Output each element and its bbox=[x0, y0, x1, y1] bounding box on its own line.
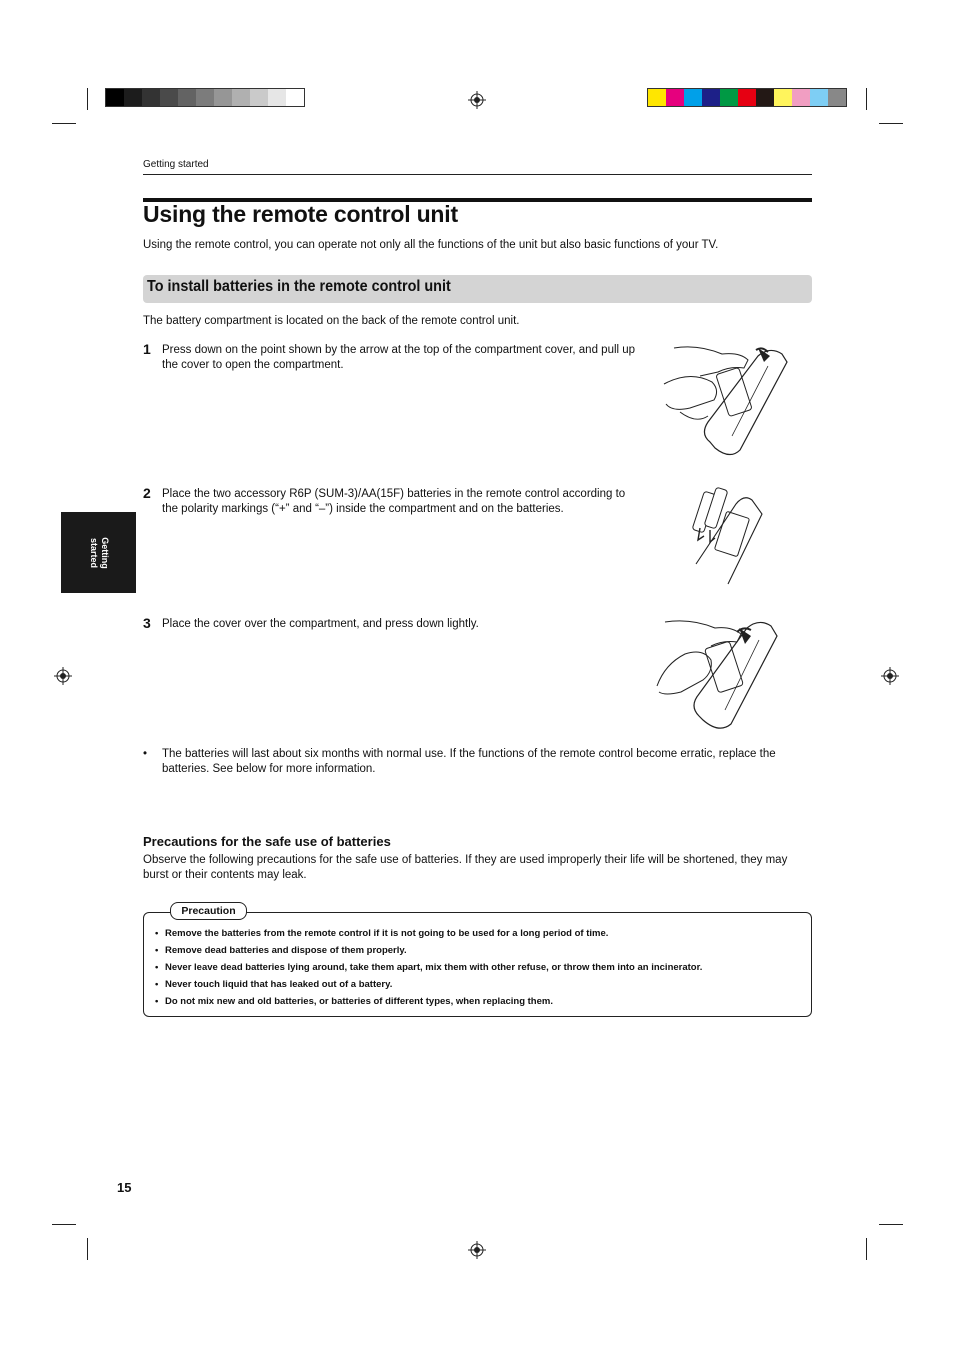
side-tab-line: started bbox=[88, 537, 99, 568]
color-swatch bbox=[214, 89, 232, 106]
registration-mark-icon bbox=[54, 667, 72, 685]
precaution-item: • Remove dead batteries and dispose of them properly. bbox=[155, 944, 702, 961]
page-title: Using the remote control unit bbox=[143, 201, 458, 227]
color-swatch bbox=[774, 89, 792, 106]
color-swatch bbox=[738, 89, 756, 106]
step-number: 2 bbox=[143, 485, 151, 501]
color-swatch bbox=[684, 89, 702, 106]
color-swatch bbox=[756, 89, 774, 106]
registration-mark-icon bbox=[468, 1241, 486, 1259]
color-swatch bbox=[124, 89, 142, 106]
battery-life-note: The batteries will last about six months with normal use. If the functions of the remote control become erratic, replace the batteries. See below for more information. bbox=[162, 748, 776, 775]
color-swatch bbox=[792, 89, 810, 106]
intro-paragraph: Using the remote control, you can operate not only all the functions of the unit but also basic functions of your TV. bbox=[143, 239, 719, 251]
step-text: Place the two accessory R6P (SUM-3)/AA(15F) batteries in the remote control according to the polarity markings (“+” and “–”) inside the compartment and on the batteries. bbox=[162, 488, 626, 515]
header-rule bbox=[143, 174, 812, 175]
registration-mark-icon bbox=[881, 667, 899, 685]
color-swatch bbox=[286, 89, 304, 106]
crop-mark bbox=[866, 88, 867, 110]
color-swatch bbox=[142, 89, 160, 106]
crop-mark bbox=[52, 123, 76, 124]
color-swatch bbox=[702, 89, 720, 106]
precaution-item: • Remove the batteries from the remote control if it is not going to be used for a long period of time. bbox=[155, 927, 702, 944]
step-text: Place the cover over the compartment, and press down lightly. bbox=[162, 618, 479, 630]
running-header: Getting started bbox=[143, 159, 209, 170]
color-swatch bbox=[648, 89, 666, 106]
page-number: 15 bbox=[117, 1180, 132, 1195]
color-swatch bbox=[828, 89, 846, 106]
precaution-item: • Never touch liquid that has leaked out of a battery. bbox=[155, 978, 702, 995]
step-number: 1 bbox=[143, 341, 151, 357]
insert-batteries-illustration bbox=[688, 484, 770, 588]
section-lead: The battery compartment is located on the back of the remote control unit. bbox=[143, 315, 520, 327]
precaution-item: • Do not mix new and old batteries, or batteries of different types, when replacing them. bbox=[155, 995, 702, 1012]
crop-mark bbox=[87, 88, 88, 110]
color-swatch bbox=[666, 89, 684, 106]
color-swatch bbox=[810, 89, 828, 106]
precaution-label: Precaution bbox=[170, 902, 247, 920]
color-swatch bbox=[268, 89, 286, 106]
precautions-heading: Precautions for the safe use of batteries bbox=[143, 834, 391, 849]
color-swatch bbox=[232, 89, 250, 106]
crop-mark bbox=[879, 1224, 903, 1225]
crop-mark bbox=[52, 1224, 76, 1225]
grayscale-swatch-bar bbox=[105, 88, 305, 107]
crop-mark bbox=[87, 1238, 88, 1260]
color-swatch bbox=[160, 89, 178, 106]
color-swatch bbox=[106, 89, 124, 106]
color-swatch-bar bbox=[647, 88, 847, 107]
color-swatch bbox=[178, 89, 196, 106]
section-side-tab bbox=[61, 512, 136, 593]
color-swatch bbox=[196, 89, 214, 106]
section-heading: To install batteries in the remote control unit bbox=[147, 278, 451, 295]
close-cover-illustration bbox=[655, 614, 785, 732]
color-swatch bbox=[250, 89, 268, 106]
precautions-intro: Observe the following precautions for the safe use of batteries. If they are used improperly their life will be shortened, they may burst or their contents may leak. bbox=[143, 854, 788, 881]
step-text: Press down on the point shown by the arrow at the top of the compartment cover, and pull up the cover to open the compartment. bbox=[162, 344, 636, 371]
crop-mark bbox=[879, 123, 903, 124]
precaution-list bbox=[155, 927, 702, 1012]
registration-mark-icon bbox=[468, 91, 486, 109]
precaution-item: • Never leave dead batteries lying around, take them apart, mix them with other refuse, or throw them into an incinerator. bbox=[155, 961, 702, 978]
side-tab-line: Getting bbox=[99, 536, 110, 569]
crop-mark bbox=[866, 1238, 867, 1260]
note-bullet: • bbox=[143, 748, 148, 760]
color-swatch bbox=[720, 89, 738, 106]
step-number: 3 bbox=[143, 615, 151, 631]
open-cover-illustration bbox=[660, 342, 790, 458]
